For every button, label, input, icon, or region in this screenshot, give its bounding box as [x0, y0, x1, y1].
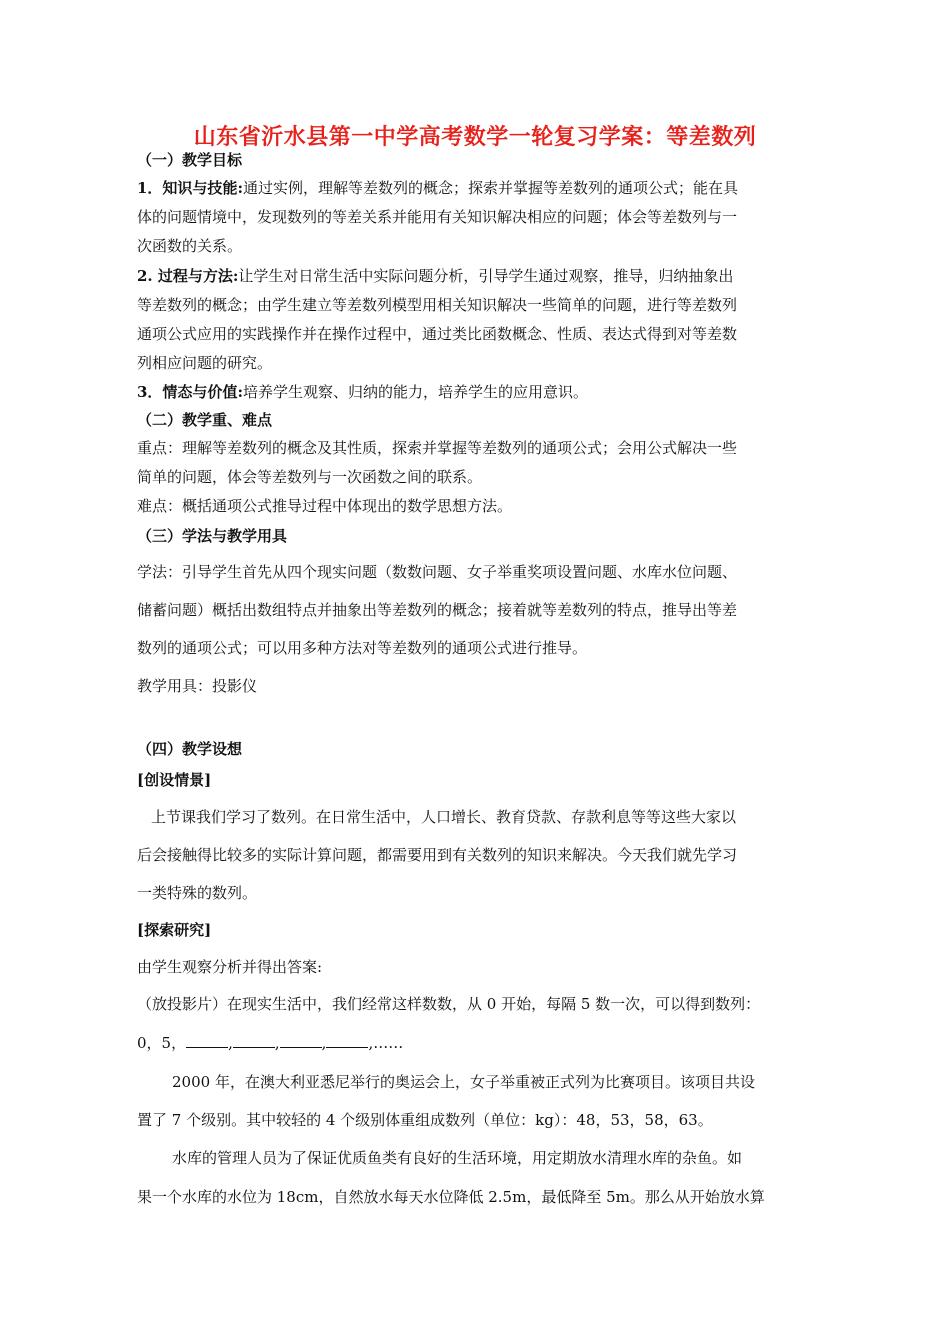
objective-2-line-1	[137, 266, 733, 286]
scenario-line-2: 后会接触得比较多的实际计算问题，都需要用到有关数列的知识来解决。今天我们就先学习	[137, 846, 738, 864]
objective-3-text: 培养学生观察、归纳的能力，培养学生的应用意识。	[242, 383, 588, 401]
counting-question-line: （放投影片）在现实生活中，我们经常这样数数，从 0 开始，每隔 5 数一次，可以得到数列：	[137, 995, 761, 1013]
objective-2-text: 让学生对日常生活中实际问题分析，引导学生通过观察，推导，归纳抽象出	[238, 267, 734, 285]
objective-3-line-1	[137, 382, 588, 402]
reservoir-line-1: 水库的管理人员为了保证优质鱼类有良好的生活环境，用定期放水清理水库的杂鱼。如	[172, 1149, 743, 1167]
objective-2-line-4: 列相应问题的研究。	[137, 354, 273, 372]
document-title: 山东省沂水县第一中学高考数学一轮复习学案：等差数列	[193, 124, 757, 150]
sequence-blanks-line: 0，5， , , , ,……	[137, 1034, 404, 1052]
teaching-tools-line: 教学用具：投影仪	[137, 677, 258, 695]
answer-blank-1	[186, 1033, 228, 1048]
answer-blank-3	[280, 1033, 322, 1048]
weightlifting-line-2: 置了 7 个级别。其中较轻的 4 个级别体重组成数列（单位：kg）：48，53，58，63。	[137, 1111, 713, 1129]
objective-1-line-3: 次函数的关系。	[137, 237, 243, 255]
method-line-2: 储蓄问题）概括出数组特点并抽象出等差数列的概念；接着就等差数列的特点，推导出等差	[137, 601, 738, 619]
reservoir-line-2: 果一个水库的水位为 18cm，自然放水每天水位降低 2.5m，最低降至 5m。那么从开始放水算	[137, 1188, 765, 1206]
scenario-line-3: 一类特殊的数列。	[137, 884, 258, 902]
explore-intro-line: 由学生观察分析并得出答案:	[137, 958, 323, 976]
method-line-3: 数列的通项公式；可以用多种方法对等差数列的通项公式进行推导。	[137, 639, 588, 657]
objective-1-line-2: 体的问题情境中，发现数列的等差关系并能用有关知识解决相应的问题；体会等差数列与一	[137, 208, 738, 226]
section-heading-methods: （三）学法与教学用具	[137, 527, 288, 545]
subheading-explore: [探索研究]	[137, 921, 212, 939]
objective-1-text: 通过实例，理解等差数列的概念；探索并掌握等差数列的通项公式；能在具	[242, 179, 738, 197]
objective-2-line-2: 等差数列的概念；由学生建立等差数列模型用相关知识解决一些简单的问题，进行等差数列	[137, 296, 738, 314]
method-line-1: 学法：引导学生首先从四个现实问题（数数问题、女子举重奖项设置问题、水库水位问题、	[137, 563, 738, 581]
section-heading-key-points: （二）教学重、难点	[137, 411, 273, 429]
sequence-ellipsis: ……	[373, 1034, 404, 1052]
difficulty-line: 难点：概括通项公式推导过程中体现出的数学思想方法。	[137, 497, 513, 515]
subheading-scenario: [创设情景]	[137, 771, 212, 789]
key-point-line-2: 简单的问题，体会等差数列与一次函数之间的联系。	[137, 468, 483, 486]
objective-1-label: 1．知识与技能:	[137, 179, 243, 197]
answer-blank-2	[233, 1033, 275, 1048]
sequence-prefix: 0，5，	[137, 1034, 187, 1052]
objective-3-label: 3．情态与价值:	[137, 383, 243, 401]
answer-blank-4	[326, 1033, 368, 1048]
objective-1-line-1	[137, 178, 738, 198]
scenario-line-1: 上节课我们学习了数列。在日常生活中，人口增长、教育贷款、存款利息等等这些大家以	[151, 808, 737, 826]
key-point-line-1: 重点：理解等差数列的概念及其性质，探索并掌握等差数列的通项公式；会用公式解决一些	[137, 439, 738, 457]
objective-2-line-3: 通项公式应用的实践操作并在操作过程中，通过类比函数概念、性质、表达式得到对等差数	[137, 325, 738, 343]
section-heading-design: （四）教学设想	[137, 740, 243, 758]
objective-2-label: 2. 过程与方法:	[137, 267, 239, 285]
weightlifting-line-1: 2000 年，在澳大利亚悉尼举行的奥运会上，女子举重被正式列为比赛项目。该项目共设	[172, 1073, 755, 1091]
section-heading-objectives: （一）教学目标	[137, 151, 243, 169]
